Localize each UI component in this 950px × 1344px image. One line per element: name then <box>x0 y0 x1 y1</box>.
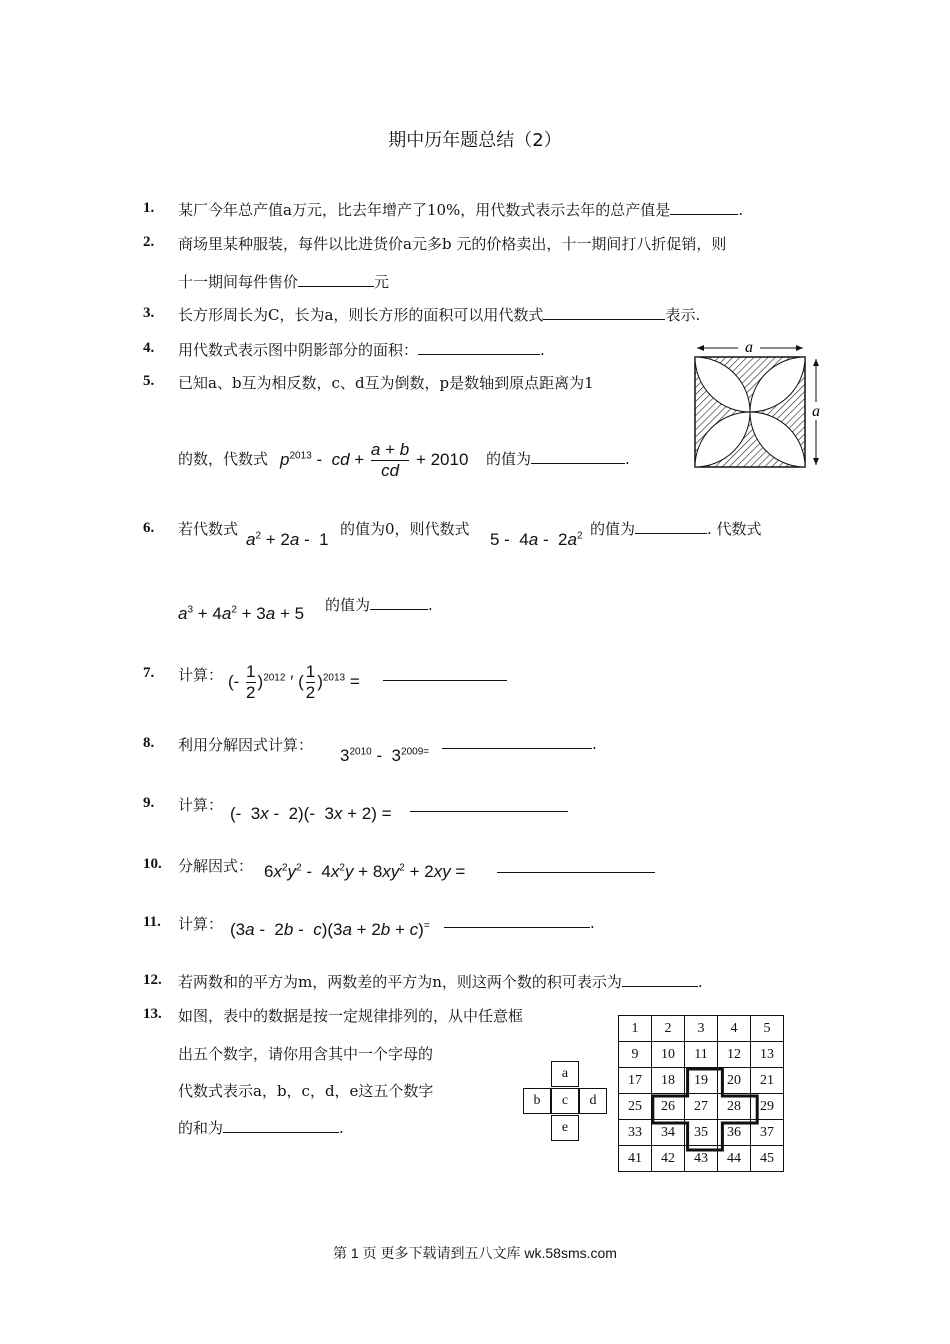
answer-blank <box>497 858 655 873</box>
q12-number: 12. <box>143 972 162 988</box>
q8-number: 8. <box>143 735 155 751</box>
grid-cell: 17 <box>619 1068 652 1094</box>
answer-blank <box>442 734 592 749</box>
grid-cell: 29 <box>751 1094 784 1120</box>
answer-blank <box>543 305 665 320</box>
q12-text: 若两数和的平方为m，两数差的平方为n，则这两个数的积可表示为 . <box>178 973 703 991</box>
q8-answer: . <box>442 734 597 753</box>
grid-cross-frame <box>618 1015 798 1185</box>
grid-cell: 3 <box>685 1016 718 1042</box>
q6-text-b: 的值为0，则代数式 <box>340 520 470 538</box>
grid-cell: 36 <box>718 1120 751 1146</box>
grid-cell: 35 <box>685 1120 718 1146</box>
q4-number: 4. <box>143 340 155 356</box>
answer-blank <box>298 272 374 287</box>
q5-number: 5. <box>143 373 155 389</box>
q13-number: 13. <box>143 1006 162 1022</box>
q5-expression: $p^{2013}$ - cd + $\frac{a + b}{cd}$ + 2010 <box>280 440 469 480</box>
q4-text: 用代数式表示图中阴影部分的面积： . <box>178 341 545 359</box>
grid-cell: 27 <box>685 1094 718 1120</box>
q2-number: 2. <box>143 234 155 250</box>
answer-blank <box>410 797 568 812</box>
q6-expr-2: $5 - 4a - 2a^2$ <box>490 530 583 549</box>
q3-text: 长方形周长为C，长为a，则长方形的面积可以用代数式 表示. <box>178 306 701 324</box>
q7-text: 计算： <box>178 666 224 684</box>
q5-line2-end: 的值为 . <box>486 450 630 468</box>
grid-cell: 2 <box>652 1016 685 1042</box>
grid-cell: 13 <box>751 1042 784 1068</box>
grid-cell: 42 <box>652 1146 685 1172</box>
q5-line2-start: 的数，代数式 <box>178 450 269 468</box>
page-title: 期中历年题总结（2） <box>388 130 562 151</box>
q8-expression: $3^{2010} - 3^{2009=}$ <box>340 746 430 765</box>
cross-cell-e: e <box>551 1115 579 1141</box>
grid-cell: 43 <box>685 1146 718 1172</box>
q11-text: 计算： <box>178 915 224 933</box>
q13-line1: 如图，表中的数据是按一定规律排列的，从中任意框 <box>178 1007 524 1025</box>
q7-expression: (- $\frac{1}{2}$ )$^{2012}$ ′ ( $\frac{1}{2}$ )$^{2013}$ = <box>228 662 360 702</box>
grid-cell: 9 <box>619 1042 652 1068</box>
figure-top-label: a <box>745 339 753 356</box>
grid-cell: 18 <box>652 1068 685 1094</box>
answer-blank <box>531 449 625 464</box>
q11-number: 11. <box>143 914 161 930</box>
q5-line1: 已知a、b互为相反数，c、d互为倒数，p是数轴到原点距离为1 <box>178 374 594 392</box>
q1-number: 1. <box>143 200 155 216</box>
q13-line3: 代数式表示a，b，c，d，e这五个数字 <box>178 1082 434 1100</box>
grid-cell: 19 <box>685 1068 718 1094</box>
grid-cell: 25 <box>619 1094 652 1120</box>
q13-line2: 出五个数字，请你用含其中一个字母的 <box>178 1045 434 1063</box>
grid-cell: 33 <box>619 1120 652 1146</box>
q11-expression: (3a - 2b - c)(3a + 2b + c)= <box>230 920 430 939</box>
shaded-petal-figure <box>690 336 830 472</box>
q10-number: 10. <box>143 856 162 872</box>
q2-line2: 十一期间每件售价 元 <box>178 273 390 291</box>
q3-number: 3. <box>143 305 155 321</box>
grid-cell: 12 <box>718 1042 751 1068</box>
q10-text: 分解因式： <box>178 857 254 875</box>
q11-answer: . <box>444 913 595 932</box>
page-footer: 第 1 页 更多下载请到五八文库 wk.58sms.com <box>333 1245 617 1261</box>
q2-line1: 商场里某种服装，每件以比进货价a元多b 元的价格卖出，十一期间打八折促销，则 <box>178 235 727 253</box>
q8-text: 利用分解因式计算： <box>178 736 314 754</box>
q10-expression: $6x^2y^2 - 4x^2y + 8xy^2 + 2xy$ = <box>264 862 466 881</box>
grid-cell: 41 <box>619 1146 652 1172</box>
q1-text: 某厂今年总产值a万元，比去年增产了10%，用代数式表示去年的总产值是 . <box>178 201 744 219</box>
grid-cell: 37 <box>751 1120 784 1146</box>
grid-cell: 4 <box>718 1016 751 1042</box>
answer-blank <box>418 340 540 355</box>
answer-blank <box>670 200 738 215</box>
answer-blank <box>223 1118 339 1133</box>
q7-number: 7. <box>143 665 155 681</box>
q6-text-a: 若代数式 <box>178 520 239 538</box>
q6-number: 6. <box>143 520 155 536</box>
grid-cell: 44 <box>718 1146 751 1172</box>
figure-side-label: a <box>812 403 820 420</box>
q6-text-c: 的值为 . 代数式 <box>590 520 762 538</box>
q6-expr-3: $a^3 + 4a^2 + 3a + 5$ <box>178 604 305 623</box>
answer-blank <box>635 519 707 534</box>
q9-number: 9. <box>143 795 155 811</box>
q6-expr-1: $a^2 + 2a - 1$ <box>246 530 329 549</box>
q9-text: 计算： <box>178 796 224 814</box>
grid-cell: 20 <box>718 1068 751 1094</box>
q13-line4: 的和为 . <box>178 1119 344 1137</box>
grid-cell: 11 <box>685 1042 718 1068</box>
grid-cell: 28 <box>718 1094 751 1120</box>
cross-cell-a: a <box>551 1061 579 1087</box>
grid-cell: 26 <box>652 1094 685 1120</box>
answer-blank <box>444 913 590 928</box>
cross-cell-c: c <box>551 1088 579 1114</box>
q9-expression: (- 3x - 2)(- 3x + 2) = <box>230 804 392 823</box>
grid-cell: 34 <box>652 1120 685 1146</box>
answer-blank <box>383 666 507 681</box>
answer-blank <box>622 972 698 987</box>
grid-cell: 10 <box>652 1042 685 1068</box>
grid-cell: 1 <box>619 1016 652 1042</box>
answer-blank <box>370 595 428 610</box>
cross-cell-b: b <box>523 1088 551 1114</box>
grid-cell: 21 <box>751 1068 784 1094</box>
grid-cell: 5 <box>751 1016 784 1042</box>
q6-text-e: 的值为 . <box>325 596 433 614</box>
cross-cell-d: d <box>579 1088 607 1114</box>
grid-cell: 45 <box>751 1146 784 1172</box>
